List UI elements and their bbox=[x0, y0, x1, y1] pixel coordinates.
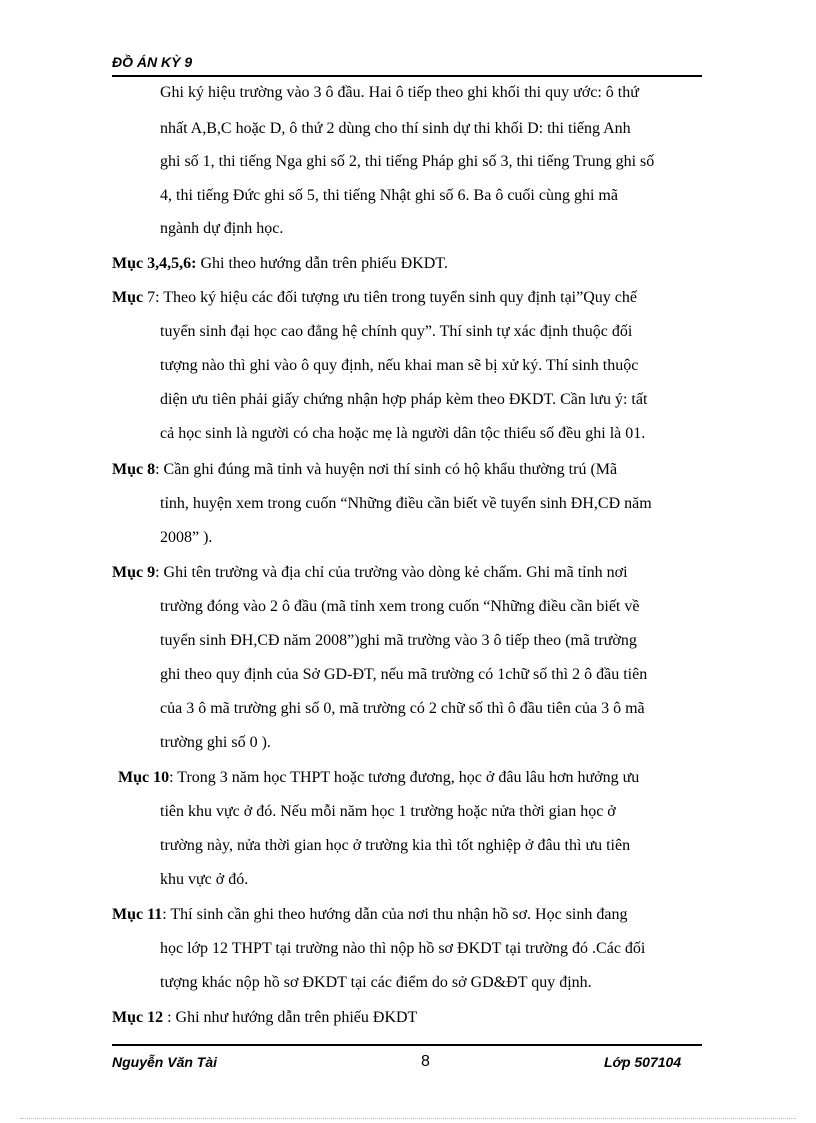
section-muc-12 bbox=[112, 1008, 417, 1028]
section-muc-3-6 bbox=[112, 254, 448, 274]
section-text: : Cần ghi đúng mã tỉnh và huyện nơi thí sinh có hộ khẩu thường trú (Mã bbox=[155, 461, 618, 478]
section-line: tỉnh, huyện xem trong cuốn “Những điều cần biết về tuyển sinh ĐH,CĐ năm bbox=[160, 495, 652, 512]
intro-line: ghi số 1, thi tiếng Nga ghi số 2, thi tiếng Pháp ghi số 3, thi tiếng Trung ghi số bbox=[160, 153, 655, 170]
section-line: tuyển sinh ĐH,CĐ năm 2008”)ghi mã trường vào 3 ô tiếp theo (mã trường bbox=[160, 632, 637, 649]
section-label: Mục bbox=[112, 289, 144, 306]
section-line: học lớp 12 THPT tại trường nào thì nộp hồ sơ ĐKDT tại trường đó .Các đối bbox=[160, 940, 646, 957]
section-line: tượng nào thì ghi vào ô quy định, nếu khai man sẽ bị xử ký. Thí sinh thuộc bbox=[160, 357, 639, 374]
section-line: 2008” ). bbox=[160, 529, 213, 546]
page-bottom-edge bbox=[20, 1118, 796, 1119]
section-line: trường này, nửa thời gian học ở trường kia thì tốt nghiệp ở đâu thì ưu tiên bbox=[160, 837, 631, 854]
intro-line: 4, thi tiếng Đức ghi số 5, thi tiếng Nhật ghi số 6. Ba ô cuối cùng ghi mã bbox=[160, 187, 618, 204]
footer-divider bbox=[112, 1044, 702, 1046]
section-label: Mục 3,4,5,6: bbox=[112, 255, 197, 272]
section-muc-9 bbox=[112, 563, 628, 583]
section-line: ghi theo quy định của Sở GD-ĐT, nếu mã trường có 1chữ số thì 2 ô đầu tiên bbox=[160, 666, 648, 683]
section-muc-11 bbox=[112, 905, 627, 925]
section-text: : Ghi như hướng dẫn trên phiếu ĐKDT bbox=[163, 1009, 418, 1026]
section-line: diện ưu tiên phải giấy chứng nhận hợp pháp kèm theo ĐKDT. Cần lưu ý: tất bbox=[160, 391, 648, 408]
intro-line: Ghi ký hiệu trường vào 3 ô đầu. Hai ô tiếp theo ghi khối thi quy ước: ô thứ bbox=[160, 84, 639, 101]
section-label: Mục 10 bbox=[118, 769, 170, 786]
section-line: tiên khu vực ở đó. Nếu mỗi năm học 1 trường hoặc nửa thời gian học ở bbox=[160, 803, 616, 820]
section-line: cả học sinh là người có cha hoặc mẹ là người dân tộc thiểu số đều ghi là 01. bbox=[160, 425, 646, 442]
section-text: : Ghi tên trường và địa chỉ của trường vào dòng kẻ chấm. Ghi mã tỉnh nơi bbox=[155, 564, 628, 581]
section-line: của 3 ô mã trường ghi số 0, mã trường có 2 chữ số thì ô đầu tiên của 3 ô mã bbox=[160, 700, 645, 717]
intro-line: nhất A,B,C hoặc D, ô thứ 2 dùng cho thí sinh dự thi khối D: thi tiếng Anh bbox=[160, 120, 631, 137]
section-muc-8 bbox=[112, 460, 617, 480]
section-label: Mục 9 bbox=[112, 564, 156, 581]
section-line: tuyển sinh đại học cao đẳng hệ chính quy”. Thí sinh tự xác định thuộc đối bbox=[160, 323, 633, 340]
section-muc-7 bbox=[112, 288, 637, 308]
section-line: tượng khác nộp hồ sơ ĐKDT tại các điểm do sở GD&ĐT quy định. bbox=[160, 974, 592, 991]
footer-author: Nguyễn Văn Tài bbox=[112, 1054, 218, 1070]
section-text: : Thí sinh cần ghi theo hướng dẫn của nơi thu nhận hồ sơ. Học sinh đang bbox=[162, 906, 628, 923]
section-line: trường ghi số 0 ). bbox=[160, 734, 271, 751]
section-muc-10 bbox=[118, 768, 639, 788]
footer-class-label: Lớp 507104 bbox=[604, 1054, 682, 1070]
intro-line: ngành dự định học. bbox=[160, 220, 284, 237]
section-text: 7: Theo ký hiệu các đối tượng ưu tiên trong tuyển sinh quy định tại”Quy chế bbox=[143, 289, 637, 306]
section-line: khu vực ở đó. bbox=[160, 871, 249, 888]
header-divider bbox=[112, 75, 702, 77]
document-header-title: ĐỒ ÁN KỲ 9 bbox=[112, 54, 193, 70]
section-text: Ghi theo hướng dẫn trên phiếu ĐKDT. bbox=[196, 255, 448, 272]
section-label: Mục 11 bbox=[112, 906, 163, 923]
section-label: Mục 8 bbox=[112, 461, 156, 478]
section-label: Mục 12 bbox=[112, 1009, 164, 1026]
section-line: trường đóng vào 2 ô đầu (mã tỉnh xem trong cuốn “Những điều cần biết về bbox=[160, 598, 640, 615]
section-text: : Trong 3 năm học THPT hoặc tương đương, học ở đâu lâu hơn hưởng ưu bbox=[169, 769, 640, 786]
page-number: 8 bbox=[421, 1053, 430, 1070]
